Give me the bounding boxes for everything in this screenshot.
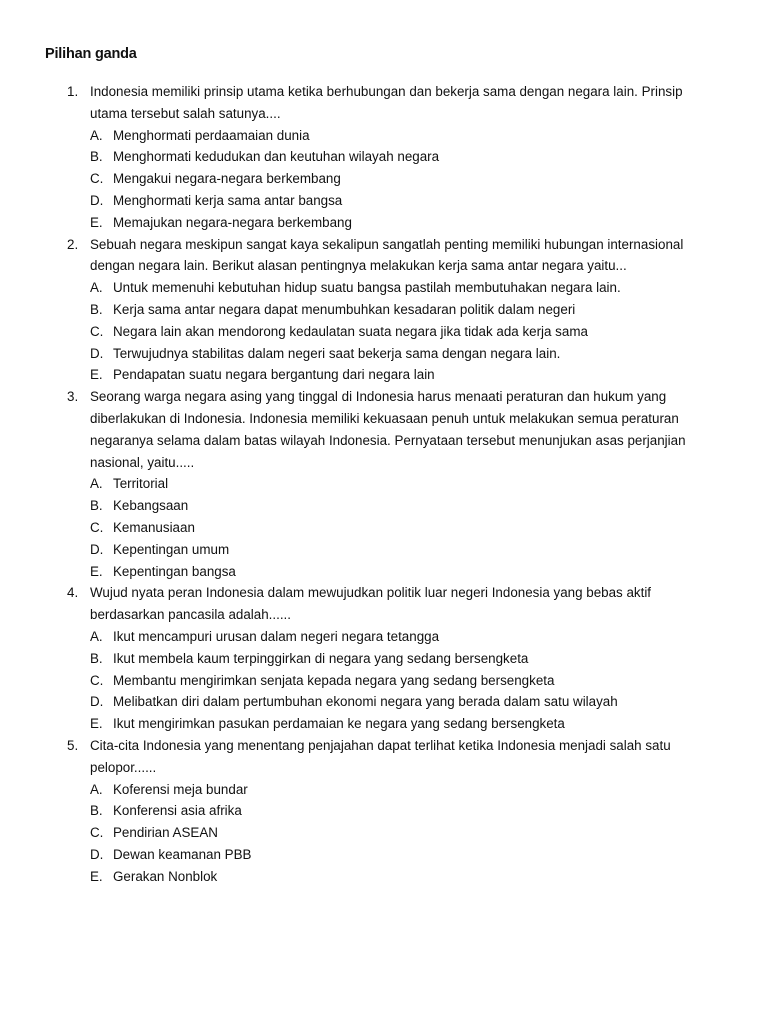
option-text: Menghormati kerja sama antar bangsa	[113, 192, 343, 208]
option-letter: E.	[90, 868, 103, 884]
option-text: Ikut mengirimkan pasukan perdamaian ke negara yang sedang bersengketa	[113, 716, 565, 732]
option-b	[0, 146, 768, 168]
option-text: Kerja sama antar negara dapat menumbuhkan kesadaran politik dalam negeri	[113, 301, 576, 317]
option-letter: C.	[90, 825, 104, 841]
question-list	[0, 81, 768, 887]
option-b	[0, 800, 768, 822]
question-2	[0, 234, 768, 387]
option-text: Negara lain akan mendorong kedaulatan suata negara jika tidak ada kerja sama	[113, 323, 588, 339]
option-e	[0, 364, 768, 386]
option-letter: B.	[90, 650, 103, 666]
option-c	[0, 168, 768, 190]
option-letter: E.	[90, 716, 103, 732]
option-a	[0, 473, 768, 495]
option-text: Ikut mencampuri urusan dalam negeri negara tetangga	[113, 628, 440, 644]
option-text: Menghormati kedudukan dan keutuhan wilayah negara	[113, 149, 440, 165]
question-text: Sebuah negara meskipun sangat kaya sekalipun sangatlah penting memiliki hubungan internasional dengan negara lain. Berikut alasan pentingnya melakukan kerja sama antar negara yaitu...	[90, 236, 684, 274]
option-text: Mengakui negara-negara berkembang	[113, 171, 341, 187]
question-text: Indonesia memiliki prinsip utama ketika berhubungan dan bekerja sama dengan negara lain. Prinsip utama tersebut salah satunya....	[90, 84, 683, 121]
option-d	[0, 691, 768, 713]
option-letter: E.	[90, 367, 103, 383]
question-text: Cita-cita Indonesia yang menentang penjajahan dapat terlihat ketika Indonesia menjadi salah satu pelopor......	[90, 737, 671, 775]
option-text: Ikut membela kaum terpinggirkan di negara yang sedang bersengketa	[113, 650, 529, 666]
option-letter: A.	[90, 781, 103, 797]
option-text: Territorial	[113, 476, 169, 492]
question-3	[0, 386, 768, 582]
question-number: 4.	[67, 585, 79, 601]
question-4	[0, 582, 768, 735]
question-5	[0, 735, 768, 888]
option-letter: E.	[90, 563, 103, 579]
option-e	[0, 866, 768, 888]
option-text: Pendapatan suatu negara bergantung dari negara lain	[113, 367, 435, 383]
question-stem	[0, 582, 710, 626]
question-1	[0, 81, 768, 234]
option-text: Membantu mengirimkan senjata kepada negara yang sedang bersengketa	[113, 672, 555, 688]
option-text: Kepentingan bangsa	[113, 563, 236, 579]
option-letter: C.	[90, 323, 104, 339]
option-letter: D.	[90, 345, 104, 361]
option-text: Konferensi asia afrika	[113, 803, 242, 819]
option-d	[0, 844, 768, 866]
question-text: Seorang warga negara asing yang tinggal di Indonesia harus menaati peraturan dan hukum yang diberlakukan di Indonesia. Indonesia memiliki kekuasaan penuh untuk melakukan semua peraturan negaranya selama dalam batas wilayah Indonesia. Pernyataan tersebut menunjukan asas perjanjian nasional, yaitu.....	[90, 389, 686, 470]
page-title: Pilihan ganda	[45, 46, 137, 62]
option-c	[0, 321, 768, 343]
option-a	[0, 779, 768, 801]
option-letter: B.	[90, 301, 103, 317]
option-e	[0, 212, 768, 234]
question-stem	[0, 386, 710, 473]
option-list	[0, 125, 768, 234]
option-text: Untuk memenuhi kebutuhan hidup suatu bangsa pastilah membutuhakan negara lain.	[113, 280, 621, 296]
option-letter: D.	[90, 694, 104, 710]
option-letter: D.	[90, 541, 104, 557]
option-text: Memajukan negara-negara berkembang	[113, 214, 352, 230]
option-text: Pendirian ASEAN	[113, 825, 218, 841]
question-number: 5.	[67, 737, 79, 753]
question-number: 3.	[67, 389, 79, 405]
option-text: Kebangsaan	[113, 498, 189, 514]
option-text: Melibatkan diri dalam pertumbuhan ekonomi negara yang berada dalam satu wilayah	[113, 694, 618, 710]
option-text: Menghormati perdaamaian dunia	[113, 127, 310, 143]
option-a	[0, 626, 768, 648]
option-letter: E.	[90, 214, 103, 230]
option-letter: C.	[90, 672, 104, 688]
option-letter: A.	[90, 280, 103, 296]
option-text: Terwujudnya stabilitas dalam negeri saat bekerja sama dengan negara lain.	[113, 345, 561, 361]
option-letter: C.	[90, 171, 104, 187]
question-number: 1.	[67, 84, 79, 99]
question-stem	[0, 234, 710, 278]
option-d	[0, 343, 768, 365]
option-d	[0, 539, 768, 561]
option-letter: B.	[90, 498, 103, 514]
option-c	[0, 517, 768, 539]
option-list	[0, 626, 768, 735]
question-stem	[0, 735, 710, 779]
option-d	[0, 190, 768, 212]
option-e	[0, 713, 768, 735]
option-text: Dewan keamanan PBB	[113, 846, 252, 862]
option-letter: B.	[90, 149, 103, 165]
option-text: Koferensi meja bundar	[113, 781, 248, 797]
option-text: Kemanusiaan	[113, 519, 195, 535]
option-list	[0, 473, 768, 582]
option-list	[0, 779, 768, 888]
option-letter: D.	[90, 192, 104, 208]
option-c	[0, 822, 768, 844]
option-text: Kepentingan umum	[113, 541, 230, 557]
option-a	[0, 277, 768, 299]
option-text: Gerakan Nonblok	[113, 868, 218, 884]
option-b	[0, 495, 768, 517]
option-c	[0, 670, 768, 692]
option-b	[0, 648, 768, 670]
option-letter: A.	[90, 628, 103, 644]
option-b	[0, 299, 768, 321]
option-letter: D.	[90, 846, 104, 862]
option-letter: B.	[90, 803, 103, 819]
option-letter: C.	[90, 519, 104, 535]
question-stem	[0, 81, 710, 125]
option-list	[0, 277, 768, 386]
question-text: Wujud nyata peran Indonesia dalam mewujudkan politik luar negeri Indonesia yang bebas aktif berdasarkan pancasila adalah......	[90, 585, 652, 623]
option-a	[0, 125, 768, 147]
option-letter: A.	[90, 476, 103, 492]
option-letter: A.	[90, 127, 103, 143]
option-e	[0, 561, 768, 583]
question-number: 2.	[67, 236, 79, 252]
